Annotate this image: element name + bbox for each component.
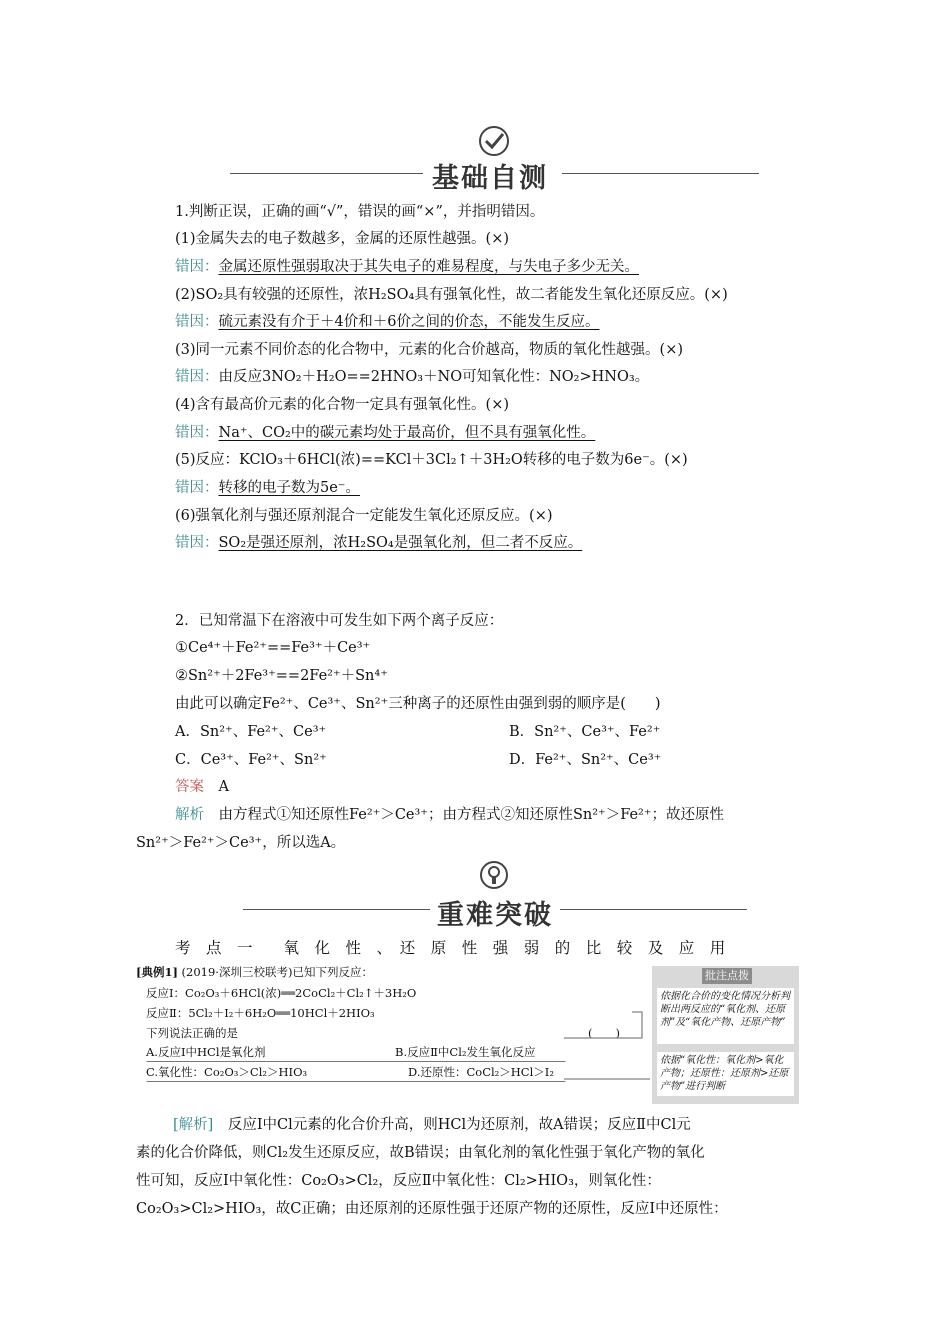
cause-2 bbox=[175, 312, 599, 332]
header-rule-left bbox=[230, 173, 423, 174]
annotation-title: 批注点拨 bbox=[702, 968, 752, 984]
q2-equation-1: ①Ce⁴⁺＋Fe²⁺==Fe³⁺＋Ce³⁺ bbox=[175, 640, 371, 656]
analysis-line-2: 素的化合价降低，则Cl₂发生还原反应，故B错误；由氧化剂的氧化性强于氧化产物的氧化 bbox=[136, 1145, 705, 1161]
example-prompt: 下列说法正确的是 bbox=[146, 1026, 238, 1040]
analysis-text: 由方程式①知还原性Fe²⁺＞Ce³⁺；由方程式②知还原性Sn²⁺＞Fe²⁺；故还原性 bbox=[218, 807, 725, 823]
analysis-label: [解析] bbox=[173, 1117, 214, 1133]
q2-equation-2: ②Sn²⁺＋2Fe³⁺==2Fe²⁺＋Sn⁴⁺ bbox=[175, 668, 388, 684]
cause-text: SO₂是强还原剂，浓H₂SO₄是强氧化剂，但二者不反应。 bbox=[218, 535, 583, 551]
q2-analysis-line-1 bbox=[175, 805, 724, 825]
q2-option-a: A．Sn²⁺、Fe²⁺、Ce³⁺ bbox=[175, 724, 327, 740]
statement-2: (2)SO₂具有较强的还原性，浓H₂SO₄具有强氧化性，故二者能发生氧化还原反应。(×) bbox=[175, 287, 728, 303]
q2-option-d: D．Fe²⁺、Sn²⁺、Ce³⁺ bbox=[509, 752, 662, 768]
topic-heading: 考 点 一 氧 化 性 、 还 原 性 强 弱 的 比 较 及 应 用 bbox=[175, 939, 726, 957]
header-rule-right bbox=[562, 173, 759, 174]
q1-intro: 1.判断正误，正确的画“√”，错误的画“×”，并指明错因。 bbox=[175, 204, 545, 220]
analysis-label: 解析 bbox=[175, 807, 204, 823]
annotation-note-1: 依据化合价的变化情况分析判断出两反应的“氧化剂、还原剂”及“氧化产物、还原产物” bbox=[657, 988, 794, 1044]
cause-label: 错因： bbox=[175, 369, 219, 385]
section-title-key-points: 重难突破 bbox=[437, 900, 553, 931]
annotation-panel bbox=[652, 966, 799, 1104]
analysis-paragraph bbox=[136, 1111, 816, 1223]
example-header bbox=[136, 964, 373, 980]
cause-label: 错因： bbox=[175, 425, 219, 441]
q2-question: 由此可以确定Fe²⁺、Ce³⁺、Sn²⁺三种离子的还原性由强到弱的顺序是( ) bbox=[175, 696, 661, 712]
cause-5 bbox=[175, 478, 360, 498]
cause-3 bbox=[175, 367, 649, 387]
cause-label: 错因： bbox=[175, 535, 219, 551]
connector-lines bbox=[564, 1000, 654, 1090]
cause-text: Na⁺、CO₂中的碳元素均处于最高价，但不具有强氧化性。 bbox=[218, 425, 596, 441]
cause-label: 错因： bbox=[175, 314, 219, 330]
annotation-note-2: 依据“氧化性：氧化剂>氧化产物；还原性：还原剂>还原产物”进行判断 bbox=[657, 1052, 794, 1096]
cause-text: 金属还原性强弱取决于其失电子的难易程度，与失电子多少无关。 bbox=[218, 259, 639, 275]
example-option-c: C.氧化性：Co₂O₃＞Cl₂＞HIO₃ bbox=[146, 1065, 308, 1079]
statement-3: (3)同一元素不同价态的化合物中，元素的化合价越高，物质的氧化性越强。(×) bbox=[175, 342, 683, 358]
answer-value: A bbox=[218, 779, 229, 795]
analysis-line-1 bbox=[136, 1111, 816, 1139]
example-option-b: B.反应Ⅱ中Cl₂发生氧化反应 bbox=[395, 1045, 536, 1059]
example-source: (2019·深圳三校联考)已知下列反应： bbox=[181, 965, 373, 979]
example-paren: ( ) bbox=[588, 1026, 620, 1040]
header-rule-left bbox=[243, 909, 430, 910]
cause-4 bbox=[175, 423, 595, 443]
statement-1: (1)金属失去的电子数越多，金属的还原性越强。(×) bbox=[175, 231, 510, 247]
analysis-line-3: 性可知，反应Ⅰ中氧化性：Co₂O₃>Cl₂，反应Ⅱ中氧化性：Cl₂>HIO₃，则氧化性： bbox=[136, 1173, 661, 1189]
cause-label: 错因： bbox=[175, 480, 219, 496]
reaction-2: 反应Ⅱ：5Cl₂＋I₂＋6H₂O══10HCl＋2HIO₃ bbox=[146, 1006, 375, 1020]
example-label: [典例1] bbox=[136, 965, 178, 979]
cause-text: 转移的电子数为5e⁻。 bbox=[218, 480, 360, 496]
statement-5: (5)反应：KClO₃＋6HCl(浓)==KCl＋3Cl₂↑＋3H₂O转移的电子数为6e⁻。(×) bbox=[175, 452, 688, 468]
header-rule-right bbox=[560, 909, 747, 910]
section-title-basic-test: 基础自测 bbox=[432, 163, 548, 194]
example-option-a: A.反应Ⅰ中HCl是氧化剂 bbox=[146, 1045, 266, 1059]
reaction-1: 反应Ⅰ：Co₂O₃＋6HCl(浓)══2CoCl₂＋Cl₂↑＋3H₂O bbox=[146, 986, 417, 1000]
statement-6: (6)强氧化剂与强还原剂混合一定能发生氧化还原反应。(×) bbox=[175, 508, 553, 524]
q2-option-b: B．Sn²⁺、Ce³⁺、Fe²⁺ bbox=[509, 724, 661, 740]
statement-4: (4)含有最高价元素的化合物一定具有强氧化性。(×) bbox=[175, 397, 510, 413]
q2-analysis-line-2: Sn²⁺＞Fe²⁺＞Ce³⁺，所以选A。 bbox=[136, 835, 346, 851]
cause-6 bbox=[175, 533, 582, 553]
cause-1 bbox=[175, 257, 639, 277]
q2-option-c: C．Ce³⁺、Fe²⁺、Sn²⁺ bbox=[175, 752, 327, 768]
lightbulb-badge-icon bbox=[478, 860, 510, 894]
check-badge-icon bbox=[477, 124, 511, 158]
analysis-text: 反应Ⅰ中Cl元素的化合价升高，则HCl为还原剂，故A错误；反应Ⅱ中Cl元 bbox=[227, 1117, 691, 1133]
cause-text: 由反应3NO₂＋H₂O==2HNO₃＋NO可知氧化性：NO₂>HNO₃。 bbox=[218, 369, 650, 385]
cause-label: 错因： bbox=[175, 259, 219, 275]
q2-intro: 2．已知常温下在溶液中可发生如下两个离子反应： bbox=[175, 613, 504, 629]
answer-label: 答案 bbox=[175, 779, 204, 795]
cause-text: 硫元素没有介于＋4价和＋6价之间的价态，不能发生反应。 bbox=[218, 314, 600, 330]
analysis-line-4: Co₂O₃>Cl₂>HIO₃，故C正确；由还原剂的还原性强于还原产物的还原性，反应Ⅰ中还原性： bbox=[136, 1201, 728, 1217]
example-option-d: D.还原性：CoCl₂＞HCl＞I₂ bbox=[408, 1065, 554, 1079]
q2-answer bbox=[175, 777, 229, 797]
